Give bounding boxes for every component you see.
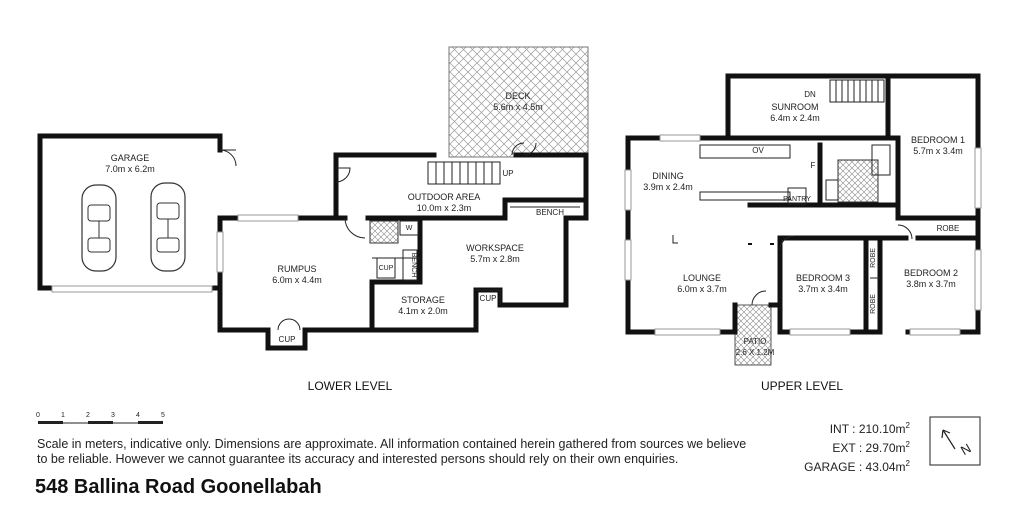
patio-label: PATIO	[743, 337, 767, 346]
stairs-up-label: UP	[502, 169, 514, 178]
stairs-lower	[428, 162, 500, 184]
workspace-label: WORKSPACE	[466, 243, 524, 253]
workspace-dim: 5.7m x 2.8m	[470, 254, 520, 264]
area-summary	[790, 418, 910, 475]
storage-cupboard-label: CUP	[479, 294, 497, 303]
lower-level	[40, 47, 588, 393]
lounge-label: LOUNGE	[682, 273, 722, 283]
bedroom3-dim: 3.7m x 3.4m	[798, 284, 848, 294]
bedroom1-label: BEDROOM 1	[910, 135, 966, 145]
storage-label: STORAGE	[401, 295, 445, 305]
scale-tick-4: 4	[136, 412, 140, 419]
bedroom2-label: BEDROOM 2	[903, 268, 959, 278]
sunroom-label: SUNROOM	[771, 102, 819, 112]
lounge-dim: 6.0m x 3.7m	[677, 284, 727, 294]
sunroom-dim: 6.4m x 2.4m	[770, 113, 820, 123]
scale-bar	[36, 412, 165, 424]
scale-tick-3: 3	[111, 412, 115, 419]
oven-label: OV	[752, 146, 764, 155]
car-right-icon	[151, 183, 185, 271]
bench-label: BENCH	[535, 208, 565, 217]
upper-level	[625, 76, 981, 393]
lower-bench-small-label: BENCH	[410, 252, 417, 278]
washer-label: W	[405, 225, 413, 232]
patio-dim: 2.6 X 1.2M	[735, 348, 775, 357]
property-address: 548 Ballina Road Goonellabah	[35, 476, 322, 498]
external-area: EXT : $29.70m^2$	[832, 440, 910, 455]
upper-level-title: UPPER LEVEL	[760, 379, 844, 393]
scale-tick-2: 2	[86, 412, 90, 419]
scale-tick-0: 0	[36, 412, 40, 419]
garage-label: GARAGE	[110, 153, 150, 163]
storage-dim: 4.1m x 2.0m	[398, 306, 448, 316]
robe-bedroom3-label: ROBE	[870, 248, 877, 268]
rumpus-cupboard-label: CUP	[278, 335, 296, 344]
bedroom2-dim: 3.8m x 3.7m	[906, 279, 956, 289]
deck-label: DECK	[505, 91, 531, 101]
car-left-icon	[82, 185, 116, 271]
dining-dim: 3.9m x 2.4m	[643, 182, 693, 192]
disclaimer-text: Scale in meters, indicative only. Dimensions are approximate. All information contained herein gathered from sources we believe to be reliable. However we cannot guarantee its accuracy and interested persons should rely on their own enquiries.	[37, 437, 747, 466]
deck-dim: 5.6m x 4.5m	[493, 102, 543, 112]
outdoor-area-label: OUTDOOR AREA	[407, 192, 481, 202]
stairs-down-label: DN	[804, 90, 816, 99]
pantry-label: PANTRY	[783, 196, 811, 203]
stairs-upper	[830, 80, 884, 102]
scale-tick-1: 1	[61, 412, 65, 419]
dining-label: DINING	[652, 171, 684, 181]
bedroom3-label: BEDROOM 3	[795, 273, 851, 283]
bedroom1-dim: 5.7m x 3.4m	[913, 146, 963, 156]
compass-north-label: N	[958, 440, 974, 459]
robe-bedroom1-label: ROBE	[936, 224, 960, 233]
scale-tick-5: 5	[161, 412, 165, 419]
fridge-label: F	[810, 161, 816, 170]
internal-area: INT : $210.10m^2$	[829, 421, 910, 436]
lower-cupboard-label: CUP	[378, 265, 394, 272]
lower-level-title: LOWER LEVEL	[307, 379, 393, 393]
rumpus-label: RUMPUS	[277, 264, 317, 274]
outdoor-area-dim: 10.0m x 2.3m	[416, 203, 472, 213]
robe-bedroom2-label: ROBE	[870, 294, 877, 314]
garage-dim: 7.0m x 6.2m	[105, 164, 155, 174]
rumpus-dim: 6.0m x 4.4m	[272, 275, 322, 285]
north-arrow-icon	[929, 416, 981, 466]
garage-area: GARAGE : $43.04m^2$	[804, 459, 910, 474]
